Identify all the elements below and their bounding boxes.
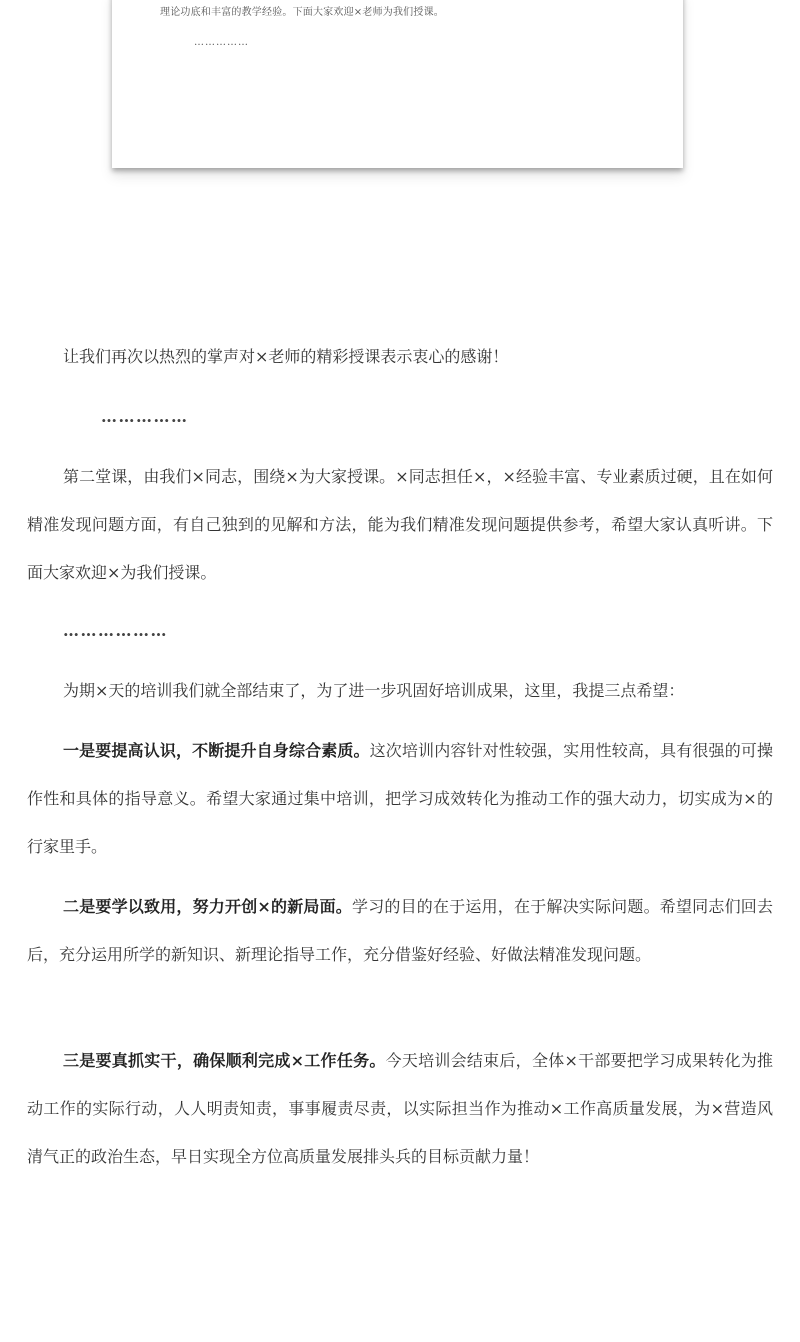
paragraph-text: 学习的目的在于运用，在于解决实际问题。希望同志们回去后，充分运用所学的新知识、新理论指导工作，充分借鉴好经验、好做法精准发现问题。: [27, 897, 773, 964]
document-preview-card: [112, 0, 683, 168]
paragraph-text: 第二堂课，由我们×同志，围绕×为大家授课。×同志担任×，×经验丰富、专业素质过硬，且在如何精准发现问题方面，有自己独到的见解和方法，能为我们精准发现问题提供参考，希望大家认真听讲。下面大家欢迎×为我们授课。: [27, 467, 773, 582]
preview-ellipsis: ……………: [194, 37, 249, 48]
paragraph-heading: 三是要真抓实干，确保顺利完成×工作任务。: [63, 1051, 386, 1070]
paragraph-text: 为期×天的培训我们就全部结束了，为了进一步巩固好培训成果，这里，我提三点希望：: [63, 681, 685, 700]
paragraph-thanks: [27, 333, 773, 381]
ellipsis-text: ………………: [63, 621, 168, 640]
paragraph-hope-three: [27, 1037, 773, 1181]
paragraph-ellipsis-1: [27, 393, 773, 441]
paragraph-second-lesson: [27, 453, 773, 597]
paragraph-text: 今天培训会结束后，全体×干部要把学习成果转化为推动工作的实际行动，人人明责知责，事事履责尽责，以实际担当作为推动×工作高质量发展，为×营造风清气正的政治生态，早日实现全方位高质量发展排头兵的目标贡献力量！: [27, 1051, 773, 1166]
paragraph-ellipsis-2: [27, 607, 773, 655]
paragraph-heading: 二是要学以致用，努力开创×的新局面。: [63, 897, 352, 916]
paragraph-heading: 一是要提高认识，不断提升自身综合素质。: [63, 741, 370, 760]
ellipsis-text: ……………: [101, 407, 189, 426]
paragraph-hope-two: [27, 883, 773, 979]
paragraph-hope-one: [27, 727, 773, 871]
paragraph-text: 让我们再次以热烈的掌声对×老师的精彩授课表示衷心的感谢！: [63, 347, 509, 366]
paragraph-text: 这次培训内容针对性较强，实用性较高，具有很强的可操作性和具体的指导意义。希望大家通过集中培训，把学习成效转化为推动工作的强大动力，切实成为×的行家里手。: [27, 741, 773, 856]
preview-text-line: 理论功底和丰富的教学经验。下面大家欢迎×老师为我们授课。: [160, 7, 444, 18]
paragraph-conclusion-intro: [27, 667, 773, 715]
